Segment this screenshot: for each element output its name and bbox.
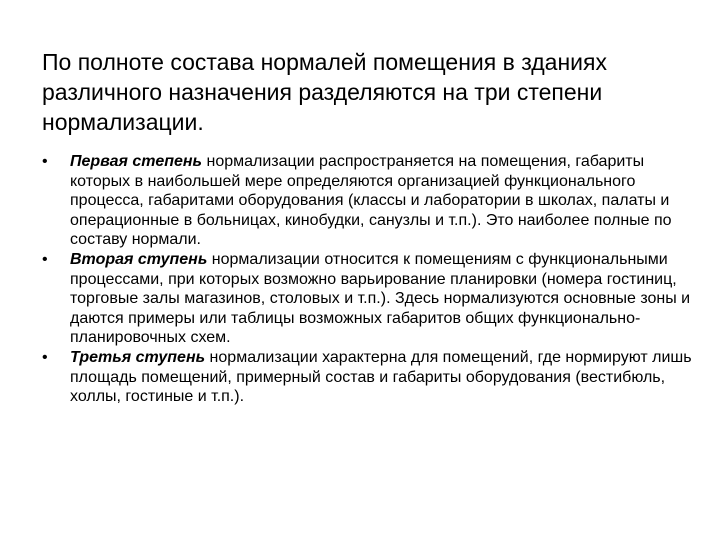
slide-title: По полноте состава нормалей помещения в зданиях различного назначения разделяются на три степени нормализации. [42, 49, 607, 135]
bullet-item-third-degree [42, 348, 692, 407]
bullet-term: Вторая ступень [70, 250, 208, 268]
bullet-text: нормализации характерна для помещений, где нормируют лишь площадь помещений, примерный состав и габариты оборудования (вестибюль, холлы, гостиные и т.п.). [70, 348, 692, 406]
bullet-text: нормализации распространяется на помещения, габариты которых в наибольшей мере определяются организацией функционального процесса, габаритами оборудования (классы и лаборатории в школах, палаты и операционные в больницах, кинобудки, санузлы и т.п.). Это наиболее полные по составу нормали. [70, 153, 672, 249]
bullet-icon: • [42, 348, 48, 366]
bullet-term: Первая степень [70, 153, 203, 170]
bullet-item-first-degree [42, 152, 692, 250]
bullet-term: Третья ступень [70, 348, 206, 366]
bullet-list [42, 152, 692, 407]
bullet-icon: • [42, 250, 48, 268]
bullet-icon: • [42, 153, 48, 170]
bullet-text: нормализации относится к помещениям с функциональными процессами, при которых возможно варьирование планировки (номера гостиниц, торговые залы магазинов, столовых и т.п.). Здесь нормализуются основные зоны и даются примеры или таблицы возможных габаритов общих функционально-планировочных схем. [70, 250, 691, 347]
bullet-item-second-degree [42, 250, 692, 348]
